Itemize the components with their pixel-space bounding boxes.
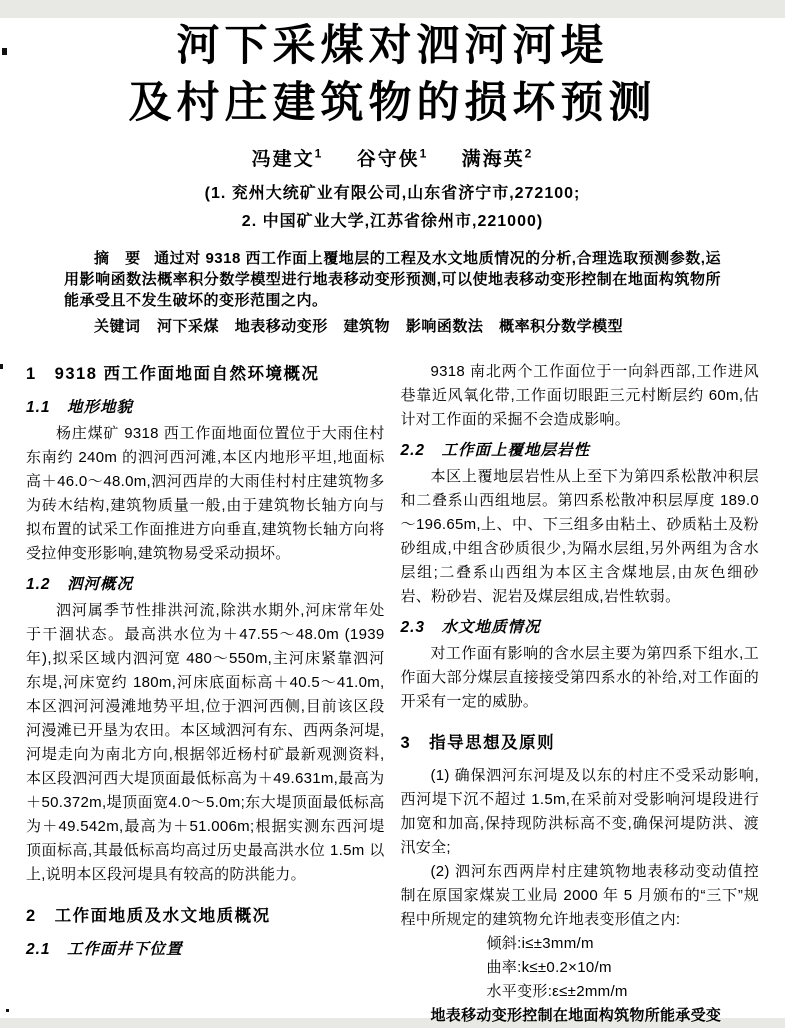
paper-title-line1: 河下采煤对泗河河堤 xyxy=(176,22,609,70)
keyword-item: 影响函数法 xyxy=(405,318,484,335)
keyword-item: 地表移动变形 xyxy=(234,318,328,335)
body-paragraph: (2) 泗河东西两岸村庄建筑物地表移动变动值控制在原国家煤炭工业局 2000 年 5 月颁布的“三下”规程中所规定的建筑物允许地表变形值之内: xyxy=(400,863,759,928)
two-column-body xyxy=(0,360,785,1028)
subsection-heading-2-2: 2.2 工作面上覆地层岩性 xyxy=(400,442,591,459)
subsection-heading-1-2: 1.2 泗河概况 xyxy=(26,576,134,593)
keyword-item: 建筑物 xyxy=(343,318,391,335)
scan-artifact xyxy=(2,48,7,55)
author-name: 满海英 xyxy=(461,149,525,170)
section-heading-3: 3 指导思想及原则 xyxy=(400,734,556,752)
body-paragraph: (1) 确保泗河东河堤及以东的村庄不受采动影响,西河堤下沉不超过 1.5m,在采前对受影响河堤段进行加宽和加高,保持现防洪标高不变,确保河堤防洪、渡汛安全; xyxy=(400,767,759,856)
affiliation-line: (1. 兖州大统矿业有限公司,山东省济宁市,272100; xyxy=(204,185,581,202)
scan-artifact xyxy=(0,364,3,369)
body-paragraph: 泗河属季节性排洪河流,除洪水期外,河床常年处于干涸状态。最高洪水位为＋47.55～48.0m (1939 年),拟采区域内泗河宽 480～550m,主河床紧靠泗河东堤,河床宽约 180m,河床底面标高＋40.5～41.0m,本区泗河河漫滩地势平坦,位于泗河西侧,目前该区段河漫滩已开垦为农田。本区域泗河有东、西两条河堤,河堤走向为南北方向,根据邻近杨村矿最新观测资料,本区段泗河西大堤顶面最低标高为＋49.631m,最高为＋50.372m,堤顶面宽4.0～5.0m;东大堤顶面最低标高为＋49.542m,最高为＋51.006m;根据实测东西河堤顶面标高,其最低标高均高过历史最高洪水位 1.5m 以上,说明本区段河堤具有较高的防洪能力。 xyxy=(26,602,385,883)
paper-title-line2: 及村庄建筑物的损坏预测 xyxy=(128,79,657,127)
body-paragraph: 9318 南北两个工作面位于一向斜西部,工作进风巷靠近风氧化带,工作面切眼距三元村断层约 60m,估计对工作面的采掘不会造成影响。 xyxy=(400,363,759,428)
section-heading-1: 1 9318 西工作面地面自然环境概况 xyxy=(26,365,320,383)
affiliation-line: 2. 中国矿业大学,江苏省徐州市,221000) xyxy=(241,213,544,230)
subsection-heading-2-3: 2.3 水文地质情况 xyxy=(400,619,541,636)
left-column xyxy=(26,360,385,1028)
author xyxy=(357,144,429,171)
body-paragraph: 杨庄煤矿 9318 西工作面地面位置位于大雨住村东南约 240m 的泗河西河滩,本区内地形平坦,地面标高＋46.0～48.0m,泗河西岸的大雨佳村村庄建筑物多为砖木结构,建筑物质量一般,由于建筑物长轴方向与拟布置的试采工作面推进方向垂直,建筑物长轴方向将受拉伸变形影响,建筑物易受采动损坏。 xyxy=(26,425,385,562)
abstract-label: 摘 要 xyxy=(94,250,141,267)
affiliations xyxy=(0,180,785,236)
keyword-item: 概率积分数学模型 xyxy=(499,318,624,335)
paper-title xyxy=(0,18,785,132)
body-paragraph: 本区上覆地层岩性从上至下为第四系松散冲积层和二叠系山西组地层。第四系松散冲积层厚度 189.0～196.65m,上、中、下三组多由粘土、砂质粘土及粉砂组成,中组含砂质很少,为隔水层组,另外两组为含水层组;二叠系山西组为本区主含煤地层,由灰色细砂岩、粉砂岩、泥岩及煤层组成,岩性软弱。 xyxy=(400,468,759,605)
keyword-item: 河下采煤 xyxy=(157,318,220,335)
continuation-paragraph: 地表移动变形控制在地面构筑物所能承受变 xyxy=(430,1007,722,1024)
right-column xyxy=(401,360,760,1028)
author-list xyxy=(0,144,785,171)
formula-line-curvature: 曲率:k≤±0.2×10/m xyxy=(486,959,612,976)
abstract xyxy=(64,248,721,311)
abstract-text: 通过对 9318 西工作面上覆地层的工程及水文地质情况的分析,合理选取预测参数,运用影响函数法概率积分数学模型进行地表移动变形预测,可以使地表移动变形控制在地面构筑物所能承受且不发生破坏的变形范围之内。 xyxy=(64,250,721,309)
keywords-line xyxy=(64,315,721,336)
author-superscript: 1 xyxy=(419,146,429,161)
section-heading-2: 2 工作面地质及水文地质概况 xyxy=(26,907,271,925)
author-superscript: 2 xyxy=(524,146,534,161)
author-superscript: 1 xyxy=(314,146,324,161)
author xyxy=(462,144,534,171)
author-name: 谷守侠 xyxy=(356,149,420,170)
author xyxy=(252,144,324,171)
scan-artifact xyxy=(6,1009,9,1012)
paper-page xyxy=(0,18,785,1024)
formula-line-tilt: 倾斜:i≤±3mm/m xyxy=(486,935,594,952)
author-name: 冯建文 xyxy=(251,149,315,170)
formula-line-horizontal-deformation: 水平变形:ε≤±2mm/m xyxy=(486,983,628,1000)
keywords-label: 关键词 xyxy=(94,318,141,335)
body-paragraph: 对工作面有影响的含水层主要为第四系下组水,工作面大部分煤层直接接受第四系水的补给,对工作面的开采有一定的威胁。 xyxy=(400,645,759,710)
subsection-heading-2-1: 2.1 工作面井下位置 xyxy=(26,941,183,958)
subsection-heading-1-1: 1.1 地形地貌 xyxy=(26,399,134,416)
